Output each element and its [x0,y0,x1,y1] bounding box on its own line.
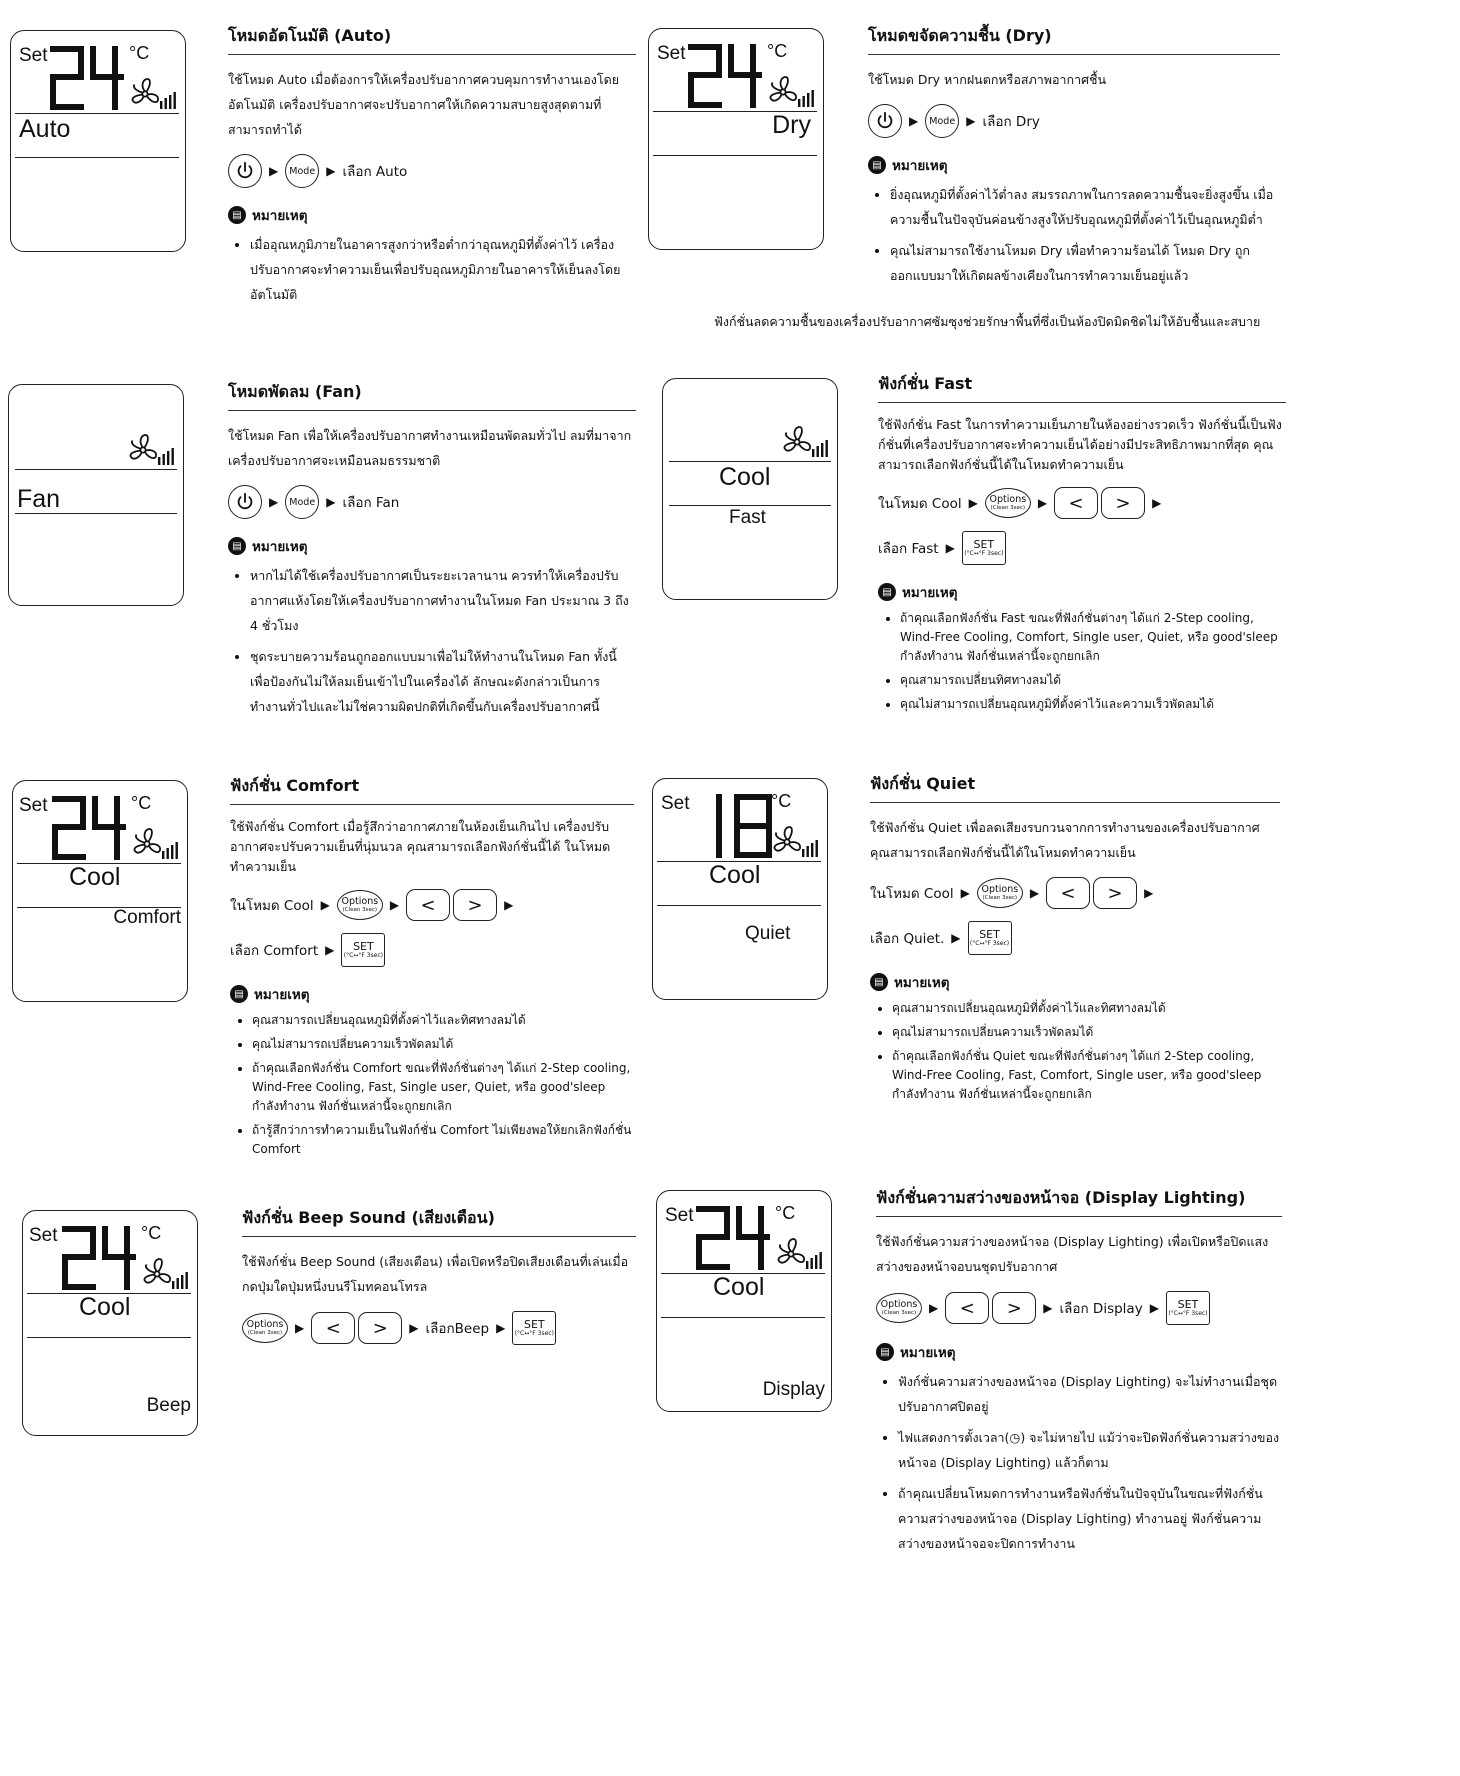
left-button[interactable]: < [1054,487,1098,519]
note-list [228,232,636,307]
right-button[interactable]: > [453,889,497,921]
mode-button[interactable]: Mode [285,154,319,188]
operation-steps [878,487,1286,519]
lcd-display-comfort [12,780,188,1002]
right-button[interactable]: > [358,1312,402,1344]
function-label: Display [762,1379,825,1400]
note-item: • ชุดระบายความร้อนถูกออกแบบมาเพื่อไม่ให้ทำงานในโหมด Fan ทั้งนี้เพื่อป้องกันไม่ให้ลมเย็นเข้าไปในเครื่องได้ ลักษณะดังกล่าวเป็นการทำงานทั่วไปและไม่ใช่ความผิดปกติที่เกิดขึ้นกับเครื่องปรับอากาศนี้ [250,644,636,719]
divider [653,155,817,156]
lcd-display-quiet [652,778,828,1000]
set-button[interactable]: SET (°C↔°F 3sec) [512,1311,556,1345]
fan-speed-icon [771,825,819,859]
power-icon [234,491,256,513]
temperature-digits [687,43,763,109]
note-item: • คุณไม่สามารถเปลี่ยนอุณหภูมิที่ตั้งค่าไว้และความเร็วพัดลมได้ [900,695,1286,714]
operation-steps [228,154,636,188]
section-title: ฟังก์ชั่น Beep Sound (เสียงเตือน) [242,1206,636,1237]
options-button[interactable]: Options (Clean 3sec) [337,890,383,920]
arrow-icon: ▶ [951,931,961,945]
step-text: เลือกBeep [425,1321,490,1337]
section-auto [228,24,636,313]
mode-label: Cool [713,1273,765,1301]
mode-label: Cool [79,1293,131,1321]
power-button[interactable] [868,104,902,138]
note-item: • ยิ่งอุณหภูมิที่ตั้งค่าไว้ต่ำลง สมรรถภาพในการลดความชื้นจะยิ่งสูงขึ้น เมื่อความชื้นในปัจจุบันค่อนข้างสูงให้ปรับอุณหภูมิที่ตั้งค่าไว้เป็นอุณหภูมิต่ำ [890,182,1280,232]
arrow-icon: ▶ [1029,886,1040,900]
operation-steps [876,1291,1282,1325]
options-button[interactable]: Options (Clean 3sec) [876,1293,922,1323]
step-text: เลือก Comfort [230,943,319,959]
note-icon: ▤ [228,537,246,555]
note-list [870,999,1280,1104]
set-button[interactable]: SET (°C↔°F 3sec) [968,921,1012,955]
arrow-icon: ▶ [929,1301,939,1315]
operation-steps [230,889,634,921]
lcd-display-lighting [656,1190,832,1412]
note-header: ▤ หมายเหตุ [230,983,634,1005]
note-item: • ถ้าคุณเลือกฟังก์ชั่น Fast ขณะที่ฟังก์ชั่นต่างๆ ได้แก่ 2-Step cooling, Wind-Free Cooling, Comfort, Single user, Quiet, หรือ good'sleep กำลังทำงาน ฟังก์ชั่นเหล่านี้จะถูกยกเลิก [900,609,1286,666]
note-icon: ▤ [878,583,896,601]
arrow-icon: ▶ [1149,1301,1159,1315]
function-label: Quiet [745,923,791,944]
step-text: เลือก Auto [342,164,408,180]
power-button[interactable] [228,485,262,519]
mode-label: Cool [719,463,771,491]
step-text: ในโหมด Cool [870,886,954,902]
arrow-icon: ▶ [909,114,919,128]
set-label: Set [665,1205,694,1226]
mode-label: Dry [772,111,811,139]
arrow-icon: ▶ [960,886,970,900]
temperature-digits [695,1205,771,1271]
step-text: เลือก Quiet. [870,931,945,947]
section-description: ใช้ฟังก์ชั่น Fast ในการทำความเย็นภายในห้องอย่างรวดเร็ว ฟังก์ชั่นนี้เป็นฟังก์ชั่นที่เครื่องปรับอากาศจะทำความเย็นได้อย่างมีประสิทธิภาพมากที่สุด คุณสามารถเลือกฟังก์ชั่นนี้ได้ในโหมดทำความเย็น [878,417,1282,472]
fan-speed-icon [775,1237,823,1271]
arrow-icon: ▶ [1043,1301,1053,1315]
note-list [230,1011,634,1159]
arrow-icon: ▶ [269,495,279,509]
mode-label: Fan [17,485,61,513]
note-list [868,182,1280,288]
arrow-icon: ▶ [504,898,514,912]
arrow-icon: ▶ [966,114,976,128]
power-button[interactable] [228,154,262,188]
divider [669,461,831,462]
mode-label: Auto [19,115,71,143]
operation-steps [870,921,1280,955]
note-item: • ถ้าคุณเลือกฟังก์ชั่น Comfort ขณะที่ฟังก์ชั่นต่างๆ ได้แก่ 2-Step cooling, Wind-Free Cooling, Fast, Single user, Quiet, หรือ good'sleep กำลังทำงาน ฟังก์ชั่นเหล่านี้จะถูกยกเลิก [252,1059,634,1116]
step-text: เลือก Fan [342,495,400,511]
mode-button[interactable]: Mode [285,485,319,519]
section-title: โหมดอัตโนมัติ (Auto) [228,24,636,55]
divider [669,505,831,506]
step-text: ในโหมด Cool [230,898,314,914]
divider [15,157,179,158]
arrow-icon: ▶ [326,164,336,178]
celsius-unit: °C [131,793,152,813]
section-beep [242,1206,636,1345]
note-item: • คุณสามารถเปลี่ยนอุณหภูมิที่ตั้งค่าไว้และทิศทางลมได้ [892,999,1280,1018]
celsius-unit: °C [767,41,788,61]
celsius-unit: °C [775,1203,796,1223]
left-button[interactable]: < [945,1292,989,1324]
step-text: เลือก Fast [878,541,939,557]
note-icon: ▤ [870,973,888,991]
note-header: ▤ หมายเหตุ [228,535,636,557]
fan-speed-icon [129,77,177,111]
right-button[interactable]: > [992,1292,1036,1324]
note-header: ▤ หมายเหตุ [868,154,1280,176]
arrow-icon: ▶ [320,898,330,912]
note-item: • ถ้าคุณเลือกฟังก์ชั่น Quiet ขณะที่ฟังก์ชั่นต่างๆ ได้แก่ 2-Step cooling, Wind-Free Cooling, Fast, Comfort, Single user, หรือ good'sleep กำลังทำงาน ฟังก์ชั่นเหล่านี้จะถูกยกเลิก [892,1047,1280,1104]
section-description: ใช้ฟังก์ชั่นความสว่างของหน้าจอ (Display Lighting) เพื่อเปิดหรือปิดแสงสว่างของหน้าจอบนชุดปรับอากาศ [876,1234,1269,1274]
divider [15,513,177,514]
section-description: ใช้ฟังก์ชั่น Quiet เพื่อลดเสียงรบกวนจากการทำงานของเครื่องปรับอากาศ คุณสามารถเลือกฟังก์ชั่นนี้ได้ในโหมดทำความเย็น [870,820,1260,860]
section-display-lighting [876,1186,1282,1562]
set-button[interactable]: SET (°C↔°F 3sec) [341,933,385,967]
note-item: • คุณสามารถเปลี่ยนอุณหภูมิที่ตั้งค่าไว้และทิศทางลมได้ [252,1011,634,1030]
note-item: • ไฟแสดงการตั้งเวลา(◷) จะไม่หายไป แม้ว่าจะปิดฟังก์ชั่นความสว่างของหน้าจอ (Display Lighting) แล้วก็ตาม [898,1425,1282,1475]
note-header: ▤ หมายเหตุ [870,971,1280,993]
note-icon: ▤ [868,156,886,174]
arrow-icon: ▶ [1152,496,1162,510]
arrow-icon: ▶ [295,1321,305,1335]
section-fast [878,372,1286,719]
note-list [878,609,1286,714]
set-button[interactable]: SET (°C↔°F 3sec) [962,531,1006,565]
note-header: ▤ หมายเหตุ [228,204,636,226]
note-header: ▤ หมายเหตุ [878,581,1286,603]
arrow-icon: ▶ [968,496,978,510]
right-button[interactable]: > [1093,877,1137,909]
section-title: โหมดพัดลม (Fan) [228,380,636,411]
lcd-display-dry [648,28,824,250]
section-description: ใช้โหมด Fan เพื่อให้เครื่องปรับอากาศทำงานเหมือนพัดลมทั่วไป ลมที่มาจากเครื่องปรับอากาศจะเหมือนลมธรรมชาติ [228,428,632,468]
note-icon: ▤ [228,206,246,224]
section-title: ฟังก์ชั่น Quiet [870,772,1280,803]
svg-text:24: 24 [49,45,51,46]
options-button[interactable]: Options (Clean 3sec) [977,878,1023,908]
note-header: ▤ หมายเหตุ [876,1341,1282,1363]
arrow-icon: ▶ [1144,886,1154,900]
arrow-icon: ▶ [325,943,335,957]
section-title: ฟังก์ชั่น Comfort [230,774,634,805]
operation-steps [228,485,636,519]
divider [657,905,821,906]
temperature-digits [61,1225,137,1291]
note-item: • คุณไม่สามารถเปลี่ยนความเร็วพัดลมได้ [892,1023,1280,1042]
section-comfort [230,774,634,1164]
section-fan [228,380,636,725]
operation-steps [878,531,1286,565]
arrow-icon: ▶ [409,1321,419,1335]
mode-label: Cool [709,861,761,889]
lcd-display-beep [22,1210,198,1436]
arrow-icon: ▶ [496,1321,506,1335]
fan-speed-icon [127,433,175,467]
arrow-icon: ▶ [269,164,279,178]
fan-speed-icon [131,827,179,861]
note-item: • คุณไม่สามารถใช้งานโหมด Dry เพื่อทำความร้อนได้ โหมด Dry ถูกออกแบบมาให้เกิดผลข้างเคียงในการทำความเย็นอยู่แล้ว [890,238,1280,288]
section-description: ใช้ฟังก์ชั่น Comfort เมื่อรู้สึกว่าอากาศภายในห้องเย็นเกินไป เครื่องปรับอากาศจะปรับความเย็นที่นุ่มนวล คุณสามารถเลือกฟังก์ชั่นนี้ได้ ในโหมดทำความเย็น [230,819,611,874]
temperature-digits [49,45,125,111]
function-label: Comfort [113,907,181,928]
section-description: ใช้โหมด Dry หากฝนตกหรือสภาพอากาศชื้น [868,72,1107,87]
section-quiet [870,772,1280,1109]
divider [15,113,179,114]
left-button[interactable]: < [311,1312,355,1344]
arrow-icon: ▶ [945,541,955,555]
function-label: Fast [729,507,766,528]
lcd-display-fast [662,378,838,600]
divider [27,1337,191,1338]
operation-steps [230,933,634,967]
note-item: • คุณไม่สามารถเปลี่ยนความเร็วพัดลมได้ [252,1035,634,1054]
lcd-display-fan [8,384,184,606]
set-label: Set [657,43,686,64]
section-title: ฟังก์ชั่นความสว่างของหน้าจอ (Display Lighting) [876,1186,1282,1217]
celsius-unit: °C [771,791,792,811]
divider [661,1317,825,1318]
operation-steps [870,877,1280,909]
step-text: เลือก Display [1059,1301,1143,1317]
note-item: • หากไม่ได้ใช้เครื่องปรับอากาศเป็นระยะเวลานาน ควรทำให้เครื่องปรับอากาศแห้งโดยให้เครื่องปรับอากาศทำงานในโหมด Fan ประมาณ 3 ถึง 4 ชั่วโมง [250,563,636,638]
operation-steps [868,104,1280,138]
function-label: Beep [146,1395,191,1416]
fan-speed-icon [781,425,829,459]
arrow-icon: ▶ [326,495,336,509]
set-label: Set [19,45,48,66]
note-item: • คุณสามารถเปลี่ยนทิศทางลมได้ [900,671,1286,690]
step-text: ในโหมด Cool [878,496,962,512]
left-button[interactable]: < [1046,877,1090,909]
note-item: • ฟังก์ชั่นความสว่างของหน้าจอ (Display Lighting) จะไม่ทำงานเมื่อชุดปรับอากาศปิดอยู่ [898,1369,1282,1419]
divider [15,469,177,470]
power-icon [234,160,256,182]
left-button[interactable]: < [406,889,450,921]
power-icon [874,110,896,132]
mode-label: Cool [69,863,121,891]
section-dry [868,24,1280,294]
set-label: Set [29,1225,58,1246]
celsius-unit: °C [129,43,150,63]
note-icon: ▤ [230,985,248,1003]
operation-steps [242,1311,636,1345]
note-list [876,1369,1282,1556]
options-button[interactable]: Options (Clean 3sec) [242,1313,288,1343]
set-label: Set [19,795,48,816]
note-item: • ถ้ารู้สึกว่าการทำความเย็นในฟังก์ชั่น Comfort ไม่เพียงพอให้ยกเลิกฟังก์ชั่น Comfort [252,1121,634,1159]
arrow-icon: ▶ [1037,496,1048,510]
section-description: ใช้ฟังก์ชั่น Beep Sound (เสียงเตือน) เพื่อเปิดหรือปิดเสียงเตือนที่เล่นเมื่อกดปุ่มใดปุ่มหนึ่งบนรีโมทคอนโทรล [242,1254,629,1294]
set-button[interactable]: SET (°C↔°F 3sec) [1166,1291,1210,1325]
temperature-digits [51,795,127,861]
fan-speed-icon [141,1257,189,1291]
celsius-unit: °C [141,1223,162,1243]
mode-button[interactable]: Mode [925,104,959,138]
step-text: เลือก Dry [982,114,1040,130]
note-item: • ถ้าคุณเปลี่ยนโหมดการทำงานหรือฟังก์ชั่นในปัจจุบันในขณะที่ฟังก์ชั่นความสว่างของหน้าจอ (Display Lighting) ทำงานอยู่ ฟังก์ชั่นความสว่างของหน้าจอจะปิดการทำงาน [898,1481,1282,1556]
options-button[interactable]: Options (Clean 3sec) [985,488,1031,518]
dry-extra-text: ฟังก์ชั่นลดความชื้นของเครื่องปรับอากาศซัมซุงช่วยรักษาพื้นที่ซึ่งเป็นห้องปิดมิดชิดไม่ให้อับชื้นและสบาย [714,314,1261,329]
lcd-display-auto [10,30,186,252]
note-item: • เมื่ออุณหภูมิภายในอาคารสูงกว่าหรือต่ำกว่าอุณหภูมิที่ตั้งค่าไว้ เครื่องปรับอากาศจะทำความเย็นเพื่อปรับอุณหภูมิภายในอาคารให้เย็นลงโดยอัตโนมัติ [250,232,636,307]
note-list [228,563,636,719]
right-button[interactable]: > [1101,487,1145,519]
section-title: โหมดขจัดความชื้น (Dry) [868,24,1280,55]
fan-speed-icon [767,75,815,109]
note-icon: ▤ [876,1343,894,1361]
set-label: Set [661,793,690,814]
arrow-icon: ▶ [389,898,400,912]
section-title: ฟังก์ชั่น Fast [878,372,1286,403]
section-description: ใช้โหมด Auto เมื่อต้องการให้เครื่องปรับอากาศควบคุมการทำงานเองโดยอัตโนมัติ เครื่องปรับอากาศจะปรับอากาศให้เกิดความสบายสูงสุดตามที่สามารถทำได้ [228,72,620,137]
